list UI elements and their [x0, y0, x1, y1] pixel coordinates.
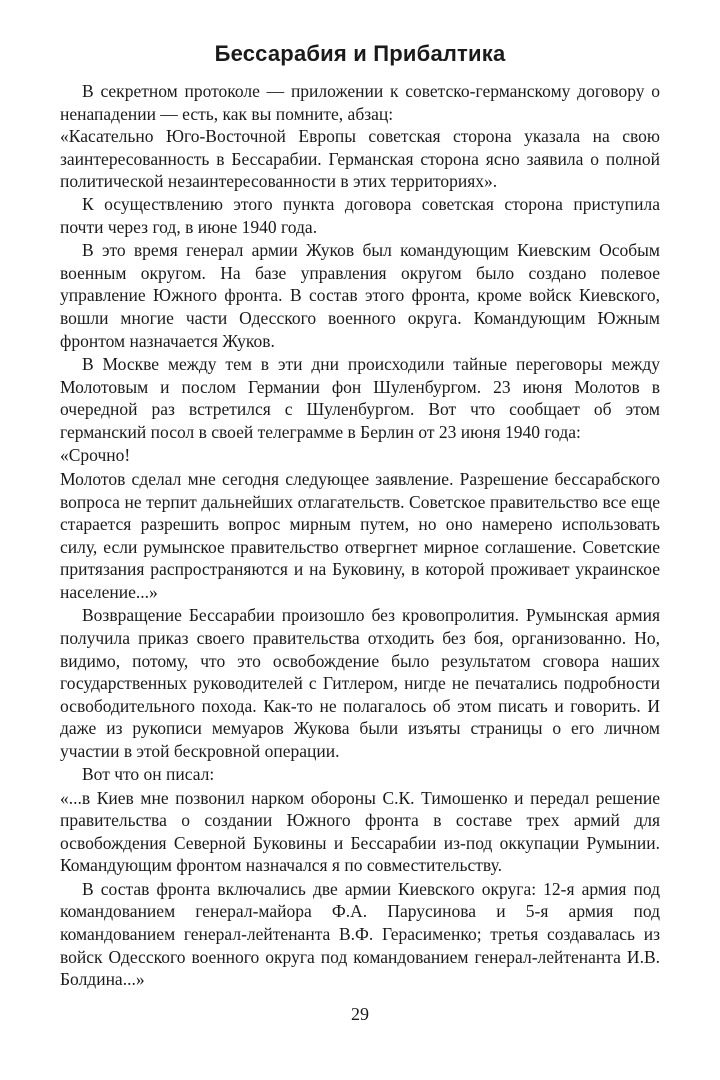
paragraph-quote: «Срочно! — [60, 445, 131, 466]
paragraph: Вот что он писал: — [82, 764, 215, 785]
paragraph: В это время генерал армии Жуков был командующим Киевским Особым военным округом. На базе управления округом было создано полевое управление Южного фронта. В состав этого фронта, кроме войск Киевского, вошли многие части Одесского военного округа. Командующим Южным фронтом назначается Жуков. — [60, 240, 660, 351]
page-number: 29 — [351, 1004, 369, 1024]
paragraph-quote: «...в Киев мне позвонил нарком обороны С.К. Тимошенко и передал решение правительства о создании Южного фронта в составе трех армий для освобождения Северной Буковины и Бессарабии из-под оккупации Румынии. Командующим фронтом назначался я по совместительству. — [60, 787, 660, 876]
paragraph: В Москве между тем в эти дни происходили тайные переговоры между Молотовым и послом Германии фон Шуленбургом. 23 июня Молотов в очередной раз встретился с Шуленбургом. Вот что сообщает об этом германский посол в своей телеграмме в Берлин от 23 июня 1940 года: — [60, 354, 660, 442]
paragraph: Возвращение Бессарабии произошло без кровопролития. Румынская армия получила приказ своего правительства отходить без боя, организованно. Но, видимо, потому, что это освобождение было результатом сговора наших государственных руководителей с Гитлером, нигде не печатались подробности освободительного похода. Как-то не полагалось об этом писать и говорить. И даже из рукописи мемуаров Жукова были изъяты страницы о его личном участии в этой бескровной операции. — [60, 605, 660, 761]
paragraph: К осуществлению этого пункта договора советская сторона приступила почти через год, в июне 1940 года. — [60, 194, 660, 237]
paragraph-quote: В состав фронта включались две армии Киевского округа: 12-я армия под командованием генерал-майора Ф.А. Парусинова и 5-я армия под командованием генерал-лейтенанта В.Ф. Герасименко; третья создавалась из войск Одесского военного округа под командованием генерал-лейтенанта И.В. Болдина...» — [60, 878, 660, 990]
paragraph: В секретном протоколе — приложении к советско-германскому договору о ненападении — есть, как вы помните, абзац: — [60, 81, 660, 124]
chapter-title: Бессарабия и Прибалтика — [214, 41, 506, 66]
paragraph-quote: «Касательно Юго-Восточной Европы советская сторона указала на свою заинтересованность в Бессарабии. Германская сторона ясно заявила о полной политической незаинтересованности в этих территориях». — [60, 126, 660, 192]
body-text — [60, 80, 660, 991]
paragraph-quote: Молотов сделал мне сегодня следующее заявление. Разрешение бессарабского вопроса не терпит дальнейших отлагательств. Советское правительство все еще старается разрешить вопрос мирным путем, но оно намерено использовать силу, если румынское правительство отвергнет мирное соглашение. Советские притязания распространяются и на Буковину, в которой проживает украинское население...» — [60, 468, 660, 602]
